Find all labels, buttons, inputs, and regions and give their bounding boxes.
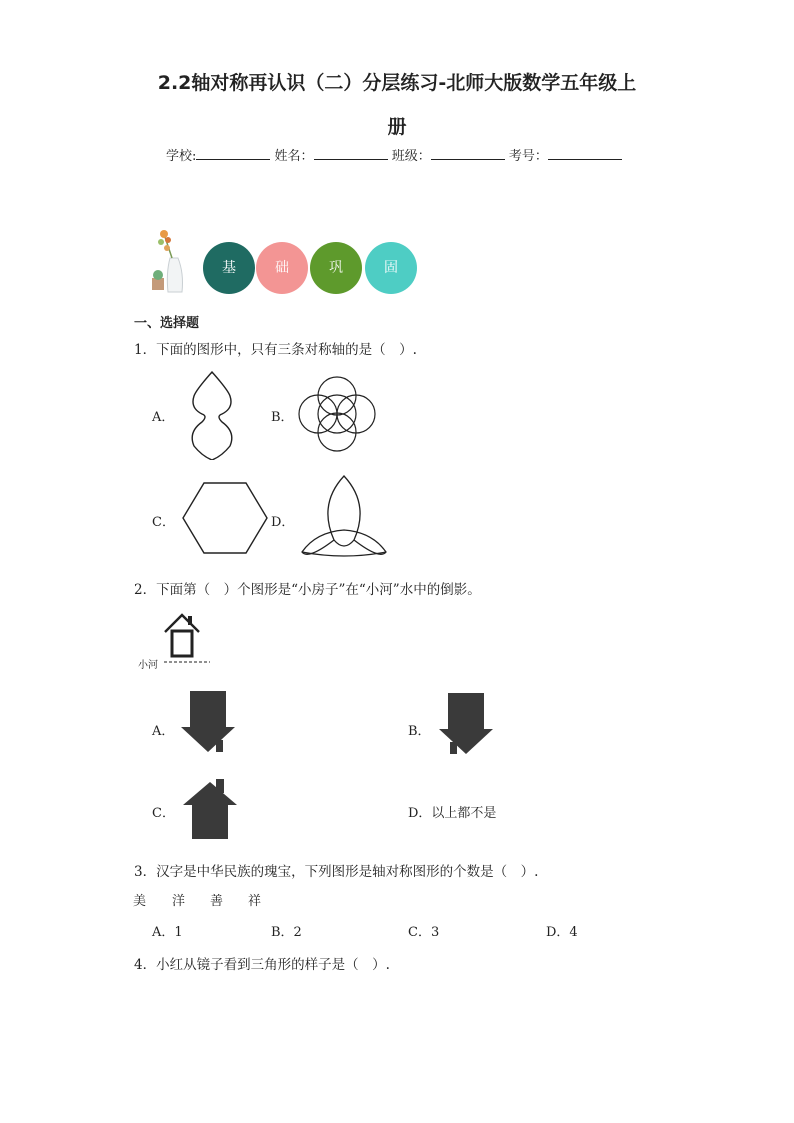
gourd-shape-figure [184,370,240,460]
river-label: 小河 [138,660,158,671]
q3-option-a[interactable]: A．1 [152,925,183,940]
badge-char: 固 [384,260,398,276]
question-4: 4．小红从镜子看到三角形的样子是（ ）. [134,957,390,973]
inverted-house-a-figure [180,690,236,754]
q2-option-c[interactable]: C． [152,806,175,821]
river-line [164,656,212,666]
exam-no-blank[interactable] [548,147,622,160]
plant-vase-icon [148,228,190,298]
char-mei: 美 [133,894,147,909]
q3-option-d[interactable]: D．4 [546,925,578,940]
name-label: 姓名： [274,149,314,164]
q2-option-b[interactable]: B． [408,724,431,739]
class-label: 班级： [391,149,431,164]
five-circles-figure [296,374,378,454]
q1-option-b[interactable]: B． [271,410,294,425]
school-label: 学校: [166,149,197,164]
small-house-icon [162,612,202,662]
badge-char: 础 [275,260,289,276]
q1-option-d[interactable]: D． [271,515,295,530]
question-1: 1．下面的图形中，只有三条对称轴的是（ ）. [134,342,417,358]
question-2: 2．下面第（ ）个图形是“小房子”在“小河”水中的倒影。 [134,582,481,598]
school-blank[interactable] [196,147,270,160]
page-title-continued: 册 [387,116,407,138]
section-title: 一、选择题 [134,316,200,331]
question-3: 3．汉字是中华民族的瑰宝，下列图形是轴对称图形的个数是（ ）. [134,864,539,880]
student-info-line [166,145,622,164]
char-yang: 洋 [172,894,186,909]
page-title: 2.2轴对称再认识（二）分层练习-北师大版数学五年级上 [157,72,637,94]
char-xiang: 祥 [248,894,262,909]
name-blank[interactable] [314,147,388,160]
upright-house-figure [182,778,238,840]
q3-option-b[interactable]: B．2 [271,925,302,940]
badge-char: 基 [222,260,236,276]
badge-char: 巩 [329,260,343,276]
char-shan: 善 [210,894,224,909]
badge-ji [203,242,255,294]
class-blank[interactable] [431,147,505,160]
exam-no-label: 考号： [508,149,548,164]
q3-option-c[interactable]: C．3 [408,925,440,940]
triquetra-figure [298,474,390,558]
q1-option-a[interactable]: A． [152,410,175,425]
badge-gu [365,242,417,294]
q1-option-c[interactable]: C． [152,515,175,530]
q2-option-a[interactable]: A． [152,724,175,739]
hexagon-figure [180,480,270,556]
inverted-house-b-figure [438,692,494,756]
badge-chu [256,242,308,294]
q2-option-d[interactable]: D．以上都不是 [408,806,497,821]
badge-gong [310,242,362,294]
